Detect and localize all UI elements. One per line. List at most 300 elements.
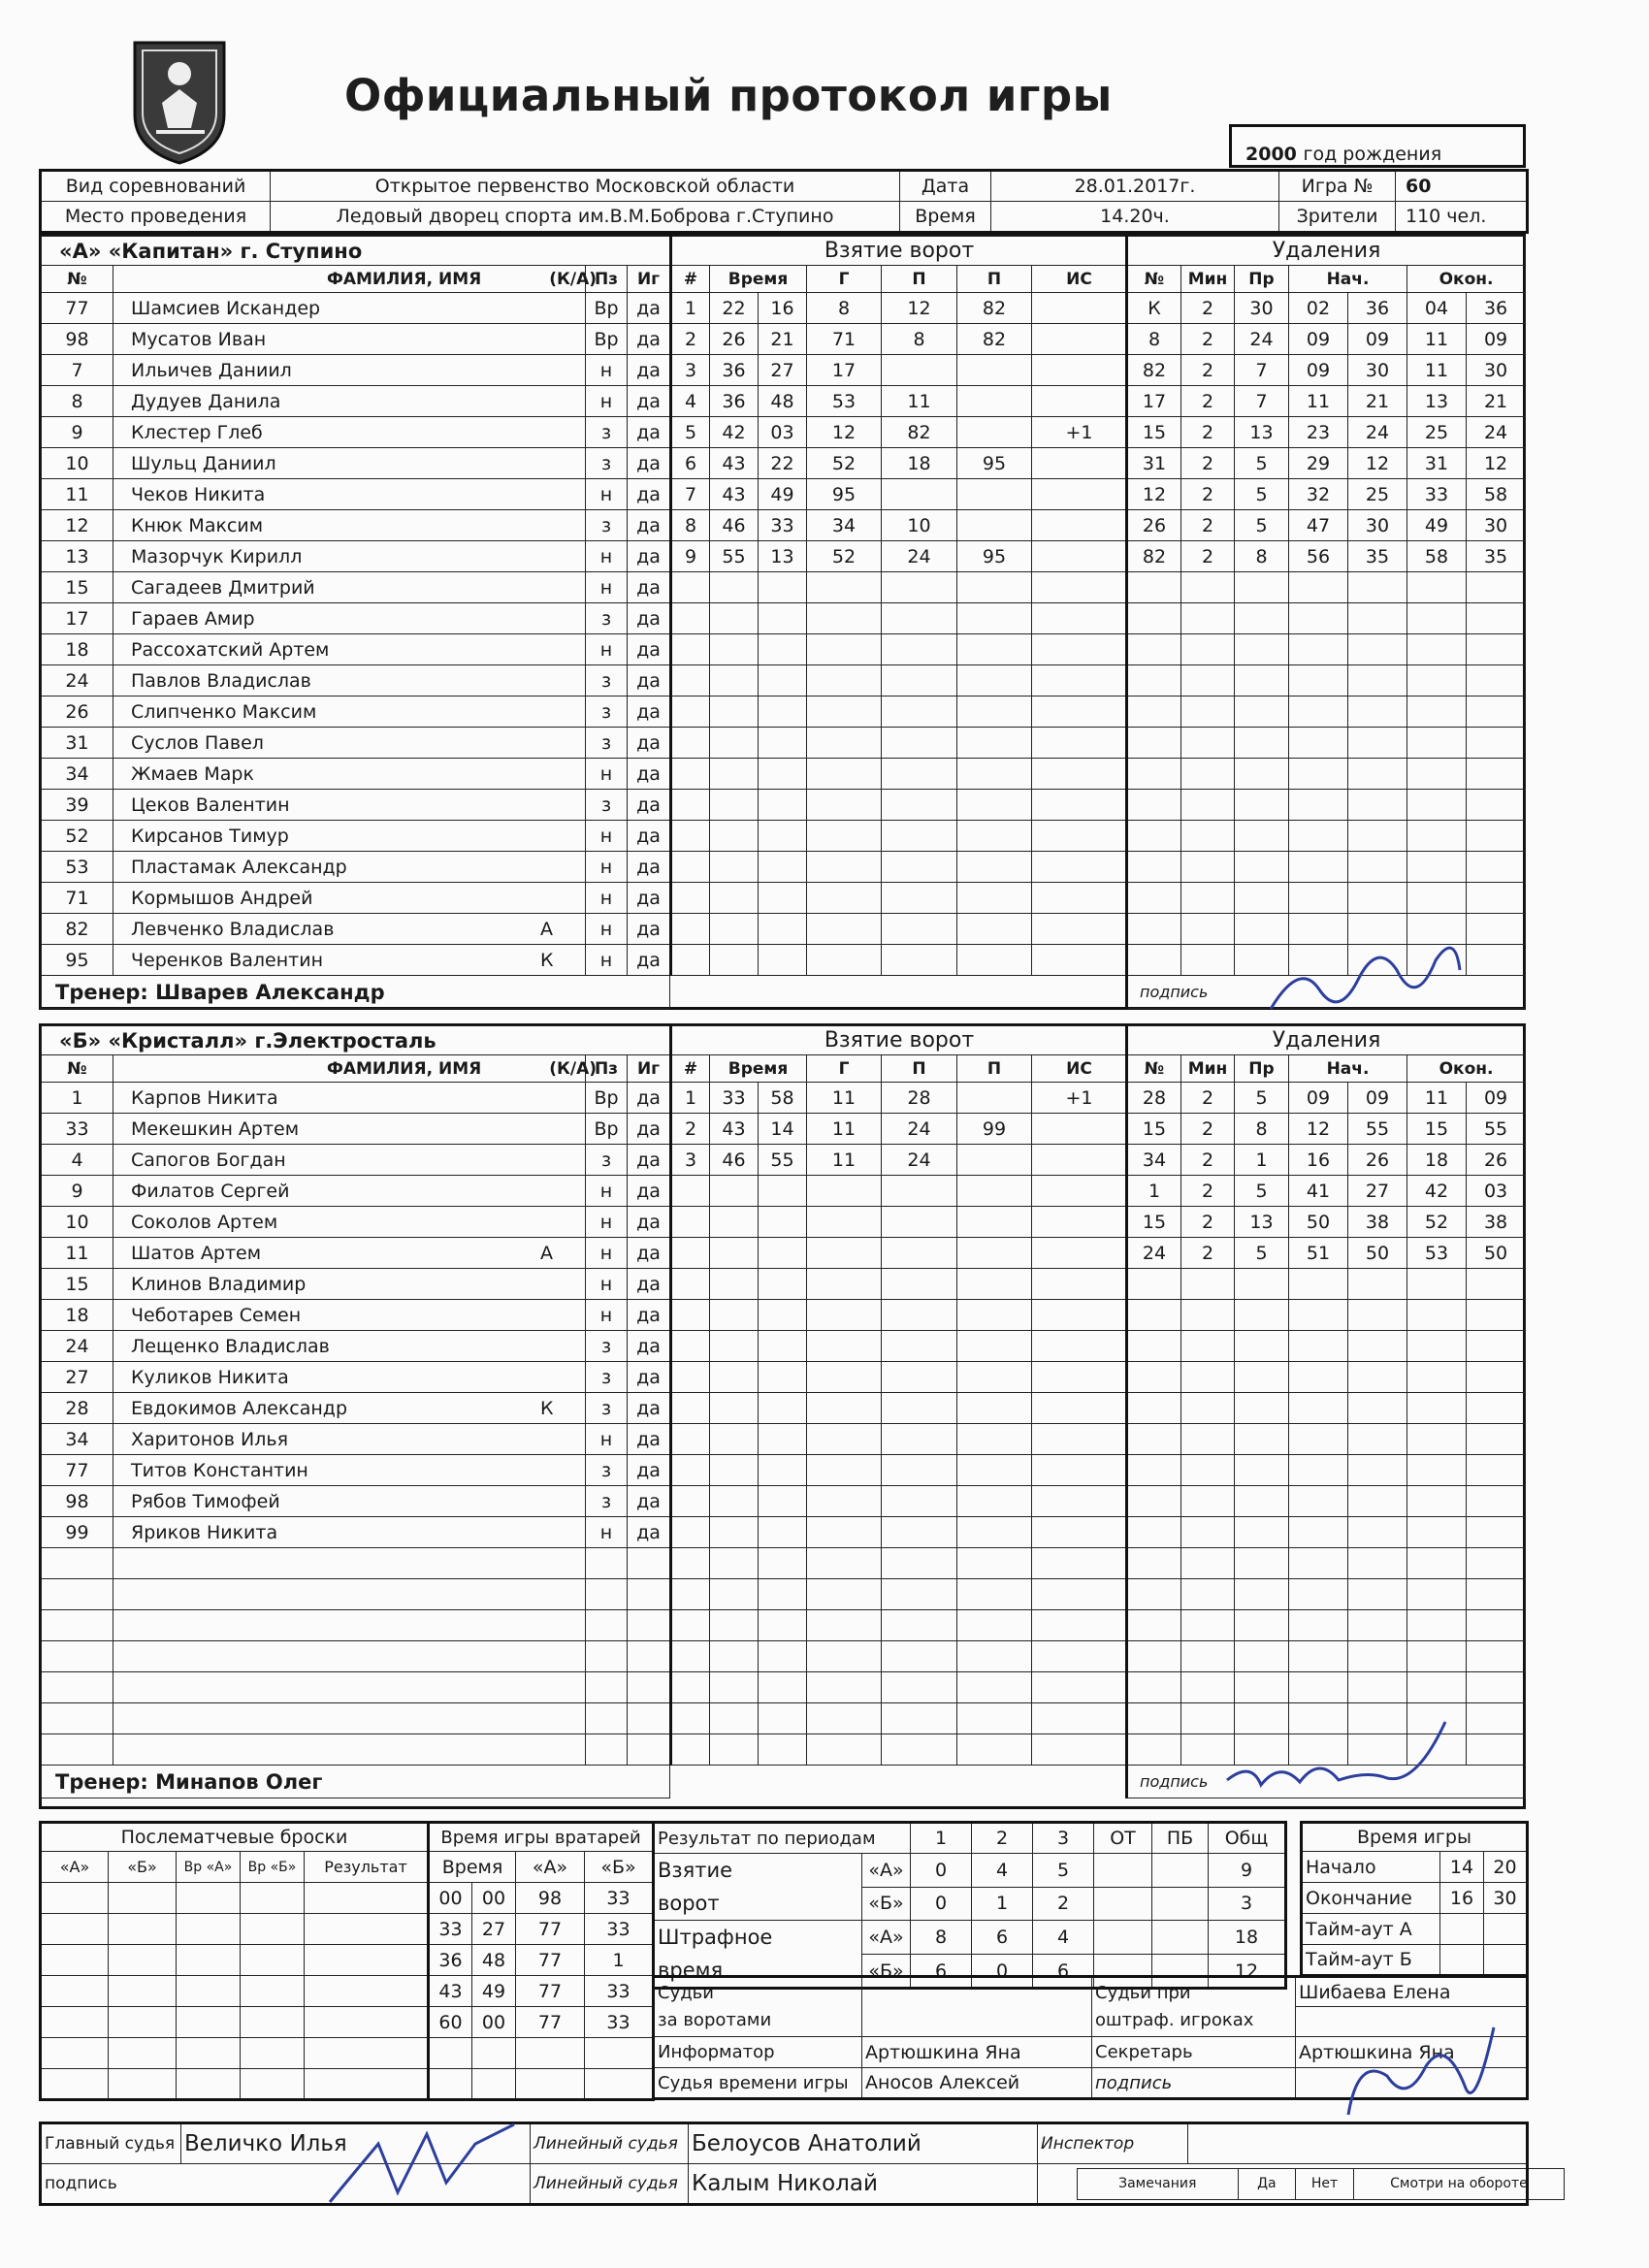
- penalty-row: [1127, 1176, 1526, 1207]
- roster-row: [42, 1176, 670, 1207]
- roster-row: [42, 293, 670, 324]
- goalie-a-number: 77: [516, 2007, 585, 2038]
- goal-minute: [710, 665, 759, 697]
- goal-assist-2: [957, 821, 1032, 852]
- player-position: Вр: [586, 1083, 628, 1114]
- goalie-time-col-a: «А»: [516, 1852, 585, 1883]
- penalty-reason: [1235, 1579, 1289, 1610]
- player-played: да: [628, 1486, 670, 1517]
- roster-played-header: Иг: [628, 266, 670, 293]
- game-number-label: Игра №: [1279, 171, 1396, 202]
- goal-assist-2: [957, 1610, 1032, 1641]
- goal-assist-2: [957, 914, 1032, 945]
- empty-cell: [628, 1672, 670, 1703]
- player-name-cell: [113, 572, 586, 603]
- roster-row: [42, 386, 670, 417]
- goalie-change-minute: 36: [429, 1945, 472, 1976]
- player-name-cell: [113, 852, 586, 883]
- goalie-change-minute: [429, 2038, 472, 2069]
- penalty-end-min: [1407, 852, 1467, 883]
- penalty-reason: 13: [1235, 1207, 1289, 1238]
- player-name-cell: [113, 293, 586, 324]
- goal-minute: [710, 852, 759, 883]
- goal-row: [671, 1734, 1127, 1766]
- goal-time-header: Время: [710, 266, 807, 293]
- goal-minute: 36: [710, 355, 759, 386]
- penalty-end-sec: [1467, 1610, 1526, 1641]
- referees-table: [39, 2122, 1529, 2206]
- pen-reason-header: Пр: [1235, 1055, 1289, 1083]
- goal-situation: [1032, 1424, 1127, 1455]
- goal-second: [759, 1238, 807, 1269]
- goal-second: [759, 945, 807, 976]
- shootout-row: [41, 1945, 429, 1976]
- roster-row: [42, 1083, 670, 1114]
- goal-row: [671, 1362, 1127, 1393]
- player-number: 18: [42, 1300, 113, 1331]
- goal-second: 16: [759, 293, 807, 324]
- goal-assist-2: [957, 1269, 1032, 1300]
- player-number: 52: [42, 821, 113, 852]
- player-position: н: [586, 634, 628, 665]
- penalty-player: 1: [1127, 1176, 1181, 1207]
- player-position: з: [586, 1393, 628, 1424]
- player-position: з: [586, 1455, 628, 1486]
- penalty-end-min: 42: [1407, 1176, 1467, 1207]
- player-name: Рассохатский Артем: [131, 638, 330, 661]
- penalty-player: [1127, 1703, 1181, 1734]
- goal-assist-2: [957, 790, 1032, 821]
- player-name: Яриков Никита: [131, 1521, 278, 1543]
- penalty-minutes: [1181, 1331, 1235, 1362]
- player-name: Павлов Владислав: [131, 669, 311, 692]
- goals-b-p1: 0: [911, 1887, 972, 1921]
- penalty-end-min: [1407, 821, 1467, 852]
- goal-index: [671, 1517, 710, 1548]
- penalty-end-sec: 50: [1467, 1238, 1526, 1269]
- goal-scorer: [807, 883, 882, 914]
- goal-scorer: [807, 1393, 882, 1424]
- penalty-end-min: [1407, 1517, 1467, 1548]
- pen-judges-label-2: оштраф. игроках: [1095, 2010, 1254, 2030]
- goals-a-so: [1152, 1854, 1209, 1888]
- pen-start-header: Нач.: [1289, 1055, 1407, 1083]
- player-name: Сапогов Богдан: [131, 1149, 286, 1171]
- shootout-cell: [241, 1914, 305, 1945]
- goal-minute: [710, 572, 759, 603]
- goal-minute: [710, 821, 759, 852]
- pim-a-p1: 8: [911, 1921, 972, 1955]
- penalty-start-min: 09: [1289, 324, 1348, 355]
- goal-second: 21: [759, 324, 807, 355]
- penalty-end-min: 18: [1407, 1145, 1467, 1176]
- penalty-row: [1127, 417, 1526, 448]
- penalty-start-min: [1289, 1424, 1348, 1455]
- player-number: 11: [42, 479, 113, 510]
- goal-minute: [710, 759, 759, 790]
- goal-situation: [1032, 572, 1127, 603]
- team-a-roster: [41, 236, 670, 1009]
- goal-second: [759, 852, 807, 883]
- goalie-change-second: 00: [472, 1883, 516, 1914]
- penalty-end-sec: [1467, 697, 1526, 728]
- goal-assist-1: 24: [882, 541, 957, 572]
- goal-minute: 26: [710, 324, 759, 355]
- penalty-minutes: [1181, 1269, 1235, 1300]
- penalty-start-min: [1289, 634, 1348, 665]
- penalty-start-min: [1289, 665, 1348, 697]
- player-name: Кормышов Андрей: [131, 887, 313, 909]
- goal-assist-1: 12: [882, 293, 957, 324]
- player-number: 39: [42, 790, 113, 821]
- penalty-end-sec: [1467, 1548, 1526, 1579]
- penalty-end-min: 49: [1407, 510, 1467, 541]
- player-played: да: [628, 945, 670, 976]
- empty-cell: [113, 1703, 586, 1734]
- penalty-start-sec: [1348, 572, 1407, 603]
- shootout-row: [41, 1883, 429, 1914]
- penalty-start-min: 09: [1289, 355, 1348, 386]
- goal-assist-2: [957, 759, 1032, 790]
- player-played: да: [628, 1331, 670, 1362]
- penalty-row: [1127, 634, 1526, 665]
- penalty-minutes: 2: [1181, 479, 1235, 510]
- goalie-change-minute: [429, 2069, 472, 2100]
- player-played: да: [628, 1269, 670, 1300]
- penalty-row: [1127, 728, 1526, 759]
- roster-row: [42, 1548, 670, 1579]
- goal-index: [671, 1672, 710, 1703]
- pen-num-header: №: [1127, 266, 1181, 293]
- empty-cell: [113, 1672, 586, 1703]
- penalty-end-sec: [1467, 728, 1526, 759]
- player-role: А: [540, 918, 553, 940]
- penalty-start-min: 51: [1289, 1238, 1348, 1269]
- goal-index: 3: [671, 355, 710, 386]
- shootout-cell: [41, 2007, 109, 2038]
- goal-assist-1: 24: [882, 1145, 957, 1176]
- goal-index: [671, 821, 710, 852]
- goal-second: [759, 1269, 807, 1300]
- roster-row: [42, 1238, 670, 1269]
- venue-value: Ледовый дворец спорта им.В.М.Боброва г.Ступино: [271, 202, 900, 233]
- player-number: 71: [42, 883, 113, 914]
- penalty-start-min: [1289, 1641, 1348, 1672]
- penalty-reason: [1235, 1424, 1289, 1455]
- spectators-value: 110 чел.: [1396, 202, 1528, 233]
- penalty-minutes: [1181, 1393, 1235, 1424]
- goal-minute: [710, 1393, 759, 1424]
- penalty-end-sec: [1467, 821, 1526, 852]
- penalty-start-sec: [1348, 1486, 1407, 1517]
- penalty-start-min: [1289, 1393, 1348, 1424]
- goal-index: 4: [671, 386, 710, 417]
- linesman-label-2: Линейный судья: [531, 2164, 689, 2205]
- penalty-end-sec: [1467, 1393, 1526, 1424]
- goal-minute: [710, 728, 759, 759]
- penalty-reason: [1235, 852, 1289, 883]
- penalty-reason: 5: [1235, 448, 1289, 479]
- goalie-a-number: [516, 2069, 585, 2100]
- penalty-start-min: [1289, 1548, 1348, 1579]
- penalty-end-sec: [1467, 1517, 1526, 1548]
- team-a-goals: [669, 236, 1127, 976]
- roster-ka-header: (К/А): [549, 269, 598, 289]
- player-number: 24: [42, 1331, 113, 1362]
- goal-index: [671, 603, 710, 634]
- goal-situation: [1032, 1238, 1127, 1269]
- penalty-minutes: [1181, 1641, 1235, 1672]
- goal-minute: 43: [710, 1114, 759, 1145]
- penalty-end-min: [1407, 572, 1467, 603]
- goal-situation: [1032, 634, 1127, 665]
- penalty-row: [1127, 1269, 1526, 1300]
- goal-second: [759, 1362, 807, 1393]
- informer-label: Информатор: [654, 2037, 862, 2068]
- goal-scorer: [807, 1579, 882, 1610]
- empty-cell: [42, 1641, 113, 1672]
- player-name: Суслов Павел: [131, 731, 264, 754]
- penalty-end-min: 33: [1407, 479, 1467, 510]
- goal-second: [759, 883, 807, 914]
- empty-cell: [586, 1548, 628, 1579]
- penalty-end-min: 13: [1407, 386, 1467, 417]
- penalty-start-sec: [1348, 697, 1407, 728]
- goal-second: 27: [759, 355, 807, 386]
- player-position: н: [586, 572, 628, 603]
- player-played: да: [628, 324, 670, 355]
- penalty-start-sec: 38: [1348, 1207, 1407, 1238]
- competition-value: Открытое первенство Московской области: [271, 171, 900, 202]
- penalty-row: [1127, 1610, 1526, 1641]
- player-position: з: [586, 790, 628, 821]
- goal-assist-1: [882, 852, 957, 883]
- penalty-end-min: [1407, 1579, 1467, 1610]
- goalie-time-row: [429, 1976, 654, 2007]
- penalty-row: [1127, 1641, 1526, 1672]
- pen-end-header: Окон.: [1407, 266, 1526, 293]
- goal-index: [671, 852, 710, 883]
- goal-second: [759, 1176, 807, 1207]
- pen-min-header: Мин: [1181, 1055, 1235, 1083]
- player-name: Мекешкин Артем: [131, 1118, 300, 1140]
- roster-row: [42, 355, 670, 386]
- penalty-reason: [1235, 1455, 1289, 1486]
- goal-scorer: [807, 821, 882, 852]
- penalty-row: [1127, 1114, 1526, 1145]
- penalty-minutes: [1181, 634, 1235, 665]
- goal-assist-1: [882, 1579, 957, 1610]
- penalty-end-min: [1407, 1424, 1467, 1455]
- goal-assist-2: [957, 1362, 1032, 1393]
- time-value: 14.20ч.: [991, 202, 1279, 233]
- goal-scorer: [807, 1207, 882, 1238]
- team-a-coach: Тренер: Шварев Александр: [42, 976, 670, 1009]
- goal-assist-2: [957, 386, 1032, 417]
- penalty-end-sec: 58: [1467, 479, 1526, 510]
- shootout-cell: [305, 1883, 429, 1914]
- goals-a-total: 9: [1209, 1854, 1286, 1888]
- penalty-reason: 5: [1235, 510, 1289, 541]
- penalty-minutes: 2: [1181, 324, 1235, 355]
- goal-assist-2: 95: [957, 541, 1032, 572]
- goal-situation: [1032, 1486, 1127, 1517]
- player-name: Соколов Артем: [131, 1211, 278, 1233]
- roster-row: [42, 759, 670, 790]
- roster-row: [42, 1300, 670, 1331]
- penalty-end-sec: 26: [1467, 1145, 1526, 1176]
- player-position: н: [586, 1269, 628, 1300]
- roster-name-header: ФАМИЛИЯ, ИМЯ: [327, 269, 482, 289]
- goal-second: [759, 1703, 807, 1734]
- player-played: да: [628, 1393, 670, 1424]
- goalie-b-number: 33: [585, 2007, 654, 2038]
- goal-assist-1: [882, 728, 957, 759]
- goal-situation: [1032, 1145, 1127, 1176]
- goal-situation: [1032, 293, 1127, 324]
- player-name-cell: [113, 790, 586, 821]
- shootout-col-result: Результат: [305, 1852, 429, 1883]
- player-played: да: [628, 1455, 670, 1486]
- goal-index: [671, 1703, 710, 1734]
- shootout-cell: [177, 2038, 241, 2069]
- goal-row: [671, 386, 1127, 417]
- player-name-cell: [113, 1114, 586, 1145]
- goals-a-p2: 4: [972, 1854, 1033, 1888]
- goal-scorer: [807, 1703, 882, 1734]
- player-position: н: [586, 541, 628, 572]
- penalty-minutes: 2: [1181, 1114, 1235, 1145]
- player-played: да: [628, 603, 670, 634]
- penalty-end-min: 15: [1407, 1114, 1467, 1145]
- player-played: да: [628, 821, 670, 852]
- penalty-end-min: [1407, 1641, 1467, 1672]
- goal-index: 9: [671, 541, 710, 572]
- goal-situation: [1032, 448, 1127, 479]
- empty-cell: [628, 1548, 670, 1579]
- goal-row: [671, 1672, 1127, 1703]
- roster-row: [42, 324, 670, 355]
- player-number: 10: [42, 448, 113, 479]
- goal-minute: 43: [710, 479, 759, 510]
- goalie-b-number: [585, 2038, 654, 2069]
- game-end-hour: 16: [1440, 1883, 1484, 1914]
- penalty-player: [1127, 728, 1181, 759]
- penalty-start-min: 32: [1289, 479, 1348, 510]
- penalty-minutes: 2: [1181, 1207, 1235, 1238]
- pen-judges-label-1: Судьи при: [1095, 1983, 1191, 2003]
- player-role: К: [540, 949, 554, 971]
- penalty-minutes: [1181, 665, 1235, 697]
- player-name-cell: [113, 541, 586, 572]
- penalty-row: [1127, 665, 1526, 697]
- player-number: 7: [42, 355, 113, 386]
- remarks-label: Замечания: [1078, 2168, 1239, 2199]
- goal-minute: [710, 1238, 759, 1269]
- goal-assist-1: [882, 1300, 957, 1331]
- goal-minute: [710, 1362, 759, 1393]
- roster-row: [42, 1703, 670, 1734]
- penalty-end-sec: 21: [1467, 386, 1526, 417]
- linesman-name-1: Белоусов Анатолий: [689, 2123, 1038, 2164]
- goal-index: [671, 1176, 710, 1207]
- penalty-player: [1127, 1610, 1181, 1641]
- player-name: Мазорчук Кирилл: [131, 545, 303, 567]
- penalty-end-min: 04: [1407, 293, 1467, 324]
- penalty-start-sec: 24: [1348, 417, 1407, 448]
- penalty-start-sec: [1348, 1455, 1407, 1486]
- goalie-time-col-b: «Б»: [585, 1852, 654, 1883]
- goal-assist-2: [957, 697, 1032, 728]
- goal-assist-1: [882, 1331, 957, 1362]
- penalty-player: 34: [1127, 1145, 1181, 1176]
- penalty-row: [1127, 293, 1526, 324]
- pim-a-ot: [1094, 1921, 1152, 1955]
- penalty-end-min: [1407, 1455, 1467, 1486]
- referee-name: Величко Илья: [181, 2123, 531, 2164]
- penalty-end-min: [1407, 1300, 1467, 1331]
- player-played: да: [628, 665, 670, 697]
- team-a-penalties: [1125, 236, 1526, 1009]
- shootout-cell: [177, 1945, 241, 1976]
- penalty-row: [1127, 1331, 1526, 1362]
- goal-scorer: [807, 1548, 882, 1579]
- shootout-col-gk-a: Вр «А»: [177, 1852, 241, 1883]
- goal-minute: 46: [710, 1145, 759, 1176]
- player-name: Цеков Валентин: [131, 794, 290, 816]
- penalty-minutes: [1181, 1610, 1235, 1641]
- goal-scorer: [807, 1176, 882, 1207]
- penalty-start-sec: [1348, 821, 1407, 852]
- player-played: да: [628, 697, 670, 728]
- penalty-reason: 5: [1235, 1238, 1289, 1269]
- shootout-cell: [109, 1883, 177, 1914]
- shootout-title: Послематчевые броски: [41, 1823, 429, 1852]
- penalty-end-sec: 38: [1467, 1207, 1526, 1238]
- goal-assist-2: [957, 1548, 1032, 1579]
- penalty-end-min: [1407, 1610, 1467, 1641]
- penalty-start-sec: [1348, 665, 1407, 697]
- penalty-end-min: 53: [1407, 1238, 1467, 1269]
- penalty-minutes: [1181, 821, 1235, 852]
- shootout-cell: [177, 2007, 241, 2038]
- team-b-goals-title: Взятие ворот: [671, 1026, 1127, 1055]
- goal-index: 1: [671, 1083, 710, 1114]
- goal-row: [671, 697, 1127, 728]
- goal-assist-2: [957, 1734, 1032, 1766]
- penalty-player: [1127, 1393, 1181, 1424]
- goal-row: [671, 1269, 1127, 1300]
- penalty-start-sec: 35: [1348, 541, 1407, 572]
- penalty-reason: [1235, 665, 1289, 697]
- roster-row: [42, 448, 670, 479]
- player-name: Дудуев Данила: [131, 390, 281, 412]
- roster-row: [42, 510, 670, 541]
- roster-ka-header: (К/А): [549, 1058, 598, 1079]
- goal-assist-2: [957, 1083, 1032, 1114]
- game-start-hour: 14: [1440, 1852, 1484, 1883]
- penalty-minutes: [1181, 728, 1235, 759]
- penalty-end-min: [1407, 1362, 1467, 1393]
- penalty-player: [1127, 1455, 1181, 1486]
- penalty-reason: [1235, 790, 1289, 821]
- roster-row: [42, 1393, 670, 1424]
- penalty-start-min: [1289, 1672, 1348, 1703]
- goal-row: [671, 665, 1127, 697]
- player-name-cell: [113, 603, 586, 634]
- penalty-end-sec: 12: [1467, 448, 1526, 479]
- penalty-start-sec: [1348, 1424, 1407, 1455]
